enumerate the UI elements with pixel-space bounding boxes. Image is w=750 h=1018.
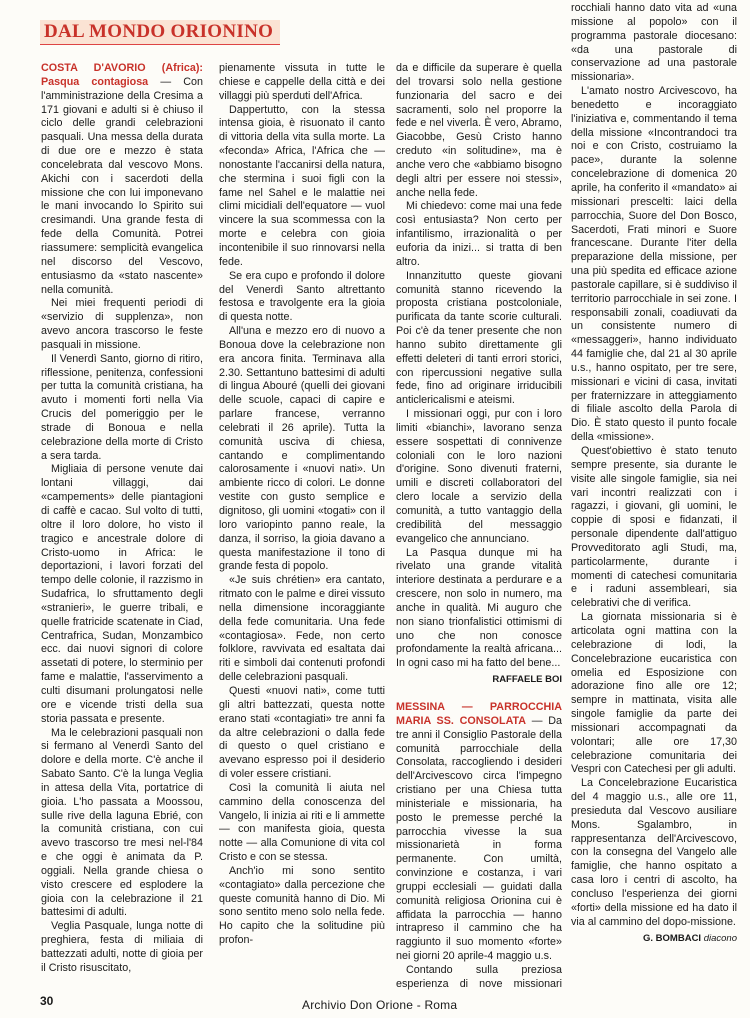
paragraph-text: I missionari oggi, pur con i loro limiti «bianchi», lavorano senza essere sospettati di connivenze coloniali con le loro nazioni d'origine. Sono divenuti fraterni, umili e discreti collaboratori del clero locale a servizio della comunità, a tutto vantaggio della credibilità del messaggio evangelico che annunciano.	[396, 408, 562, 545]
paragraph-text: Contando sulla preziosa esperienza di nove missionari	[396, 964, 562, 990]
paragraph-text: Anch'io mi sono sentito «contagiato» dalla percezione che queste comunità hanno di Dio. Mi sono sentito meno solo nella fede. Ho capito che la solitudine più profon-	[219, 864, 385, 947]
article-paragraph	[571, 85, 737, 445]
article-paragraph	[396, 62, 562, 200]
paragraph-text: L'amato nostro Arcivescovo, ha benedetto e incoraggiato l'iniziativa e, commentando il tema della missione «Incontrandoci tra noi e con Cristo, costruiamo la pace», durante la solenne concelebrazione di domenica 20 aprile, ha conferito il «mandato» ai missionari prescelti: laici della parrocchia, Suore del Don Bosco, Sacerdoti, Frati minori e Suore francescane. Durante l'iter della preparazione della missione, per una più spedita ed efficace azione pastorale capillare, si è suddiviso il territorio parrocchiale in sei zone. I responsabili zonali, coadiuvati da un consistente numero di «messaggeri», hanno individuato 44 famiglie che, dal 21 al 30 aprile u.s., hanno ospitato, per tre sere, missionari e vicini di casa, invitati per fraternizzare in atteggiamento di filiale ascolto della Parola di Dio. È stato questo il punto focale della «missione».	[571, 85, 737, 444]
article-paragraph	[396, 408, 562, 546]
section-title: DAL MONDO ORIONINO	[44, 21, 274, 42]
article-signature	[396, 673, 562, 687]
signature-role: diacono	[703, 932, 737, 944]
paragraph-text: pienamente vissuta in tutte le chiese e cappelle della città e dei villaggi più sperduti dell'Africa.	[219, 62, 385, 102]
paragraph-text: Se era cupo e profondo il dolore del Venerdì Santo altrettanto festosa e travolgente era la gioia di questa notte.	[219, 269, 385, 324]
column-4	[571, 2, 737, 992]
article-paragraph	[41, 727, 203, 921]
article-paragraph	[219, 685, 385, 782]
article-paragraph	[571, 2, 737, 85]
article-lead-paragraph	[396, 701, 562, 964]
article-paragraph	[41, 920, 203, 975]
paragraph-text: — Con l'amministrazione della Cresima a 171 giovani e adulti si è chiuso il ciclo delle grandi celebrazioni pasquali. Una messa della durata di due ore e mezzo è stata concelebrata dal vescovo Mons. Akichi con i sacerdoti della missione che con lui imponevano le mani invocando lo Spirito sui cresimandi. Una grande festa di fede della Comunità. Potrei riassumere: semplicità evangelica nel discorso del Vescovo, entusiasmo da «stato nascente» nella comunità.	[41, 75, 203, 296]
article-kicker: COSTA D'AVORIO (Africa): Pasqua contagiosa	[41, 62, 203, 88]
article-paragraph	[396, 270, 562, 408]
article-paragraph	[396, 547, 562, 672]
article-paragraph	[41, 297, 203, 352]
article-paragraph	[41, 353, 203, 464]
paragraph-text: Dappertutto, con la stessa intensa gioia, è risuonato il canto di vittoria della vita sulla morte. La «feconda» Africa, l'Africa che — nonostante l'accanirsi della natura, che stermina i suoi figli con la fame nel Sahel e le malattie nei climi micidiali dell'equatore — vuol vincere la sua scommessa con la morte e celebra con gioia incontenibile il suo rinnovarsi nella fede.	[219, 103, 385, 268]
signature-name: RAFFAELE BOI	[492, 674, 562, 686]
paragraph-text: La giornata missionaria si è articolata ogni mattina con la celebrazione di lodi, la Concelebrazione eucaristica con omelia ed Esposizione con adorazione fino alle ore 12; sempre in mattinata, visita alle singole famiglie da parte dei missionari accompagnati da volontari; alle ore 17,30 celebrazione comunitaria dei Vespri con Catechesi per gli adulti.	[571, 611, 737, 776]
signature-name: G. BOMBACI	[643, 932, 702, 944]
paragraph-text: Veglia Pasquale, lunga notte di preghiera, festa di miliaia di battezzati adulti, notte di gioia per il Cristo risuscitato,	[41, 920, 203, 974]
paragraph-text: «Je suis chrétien» era cantato, ritmato con le palme e direi vissuto nella dimensione incoraggiante della fede comunitaria. Una fede «contagiosa». Fede, non certo folklore, ravvivata ed esaltata dai riti e simboli dai contenuti profondi delle celebrazioni pasquali.	[219, 574, 385, 684]
paragraph-text: Il Venerdì Santo, giorno di ritiro, riflessione, penitenza, confessioni per tutta la comunità cristiana, ha avuto i momenti forti nella Via Crucis del pomeriggio per le strade di Bonoua e nella celebrazione della morte di Cristo a sera tarda.	[41, 352, 203, 462]
article-paragraph	[219, 782, 385, 865]
article-kicker: MESSINA — PARROCCHIA MARIA SS. CONSOLATA	[396, 700, 562, 727]
article-paragraph	[219, 574, 385, 685]
article-paragraph	[571, 777, 737, 929]
paragraph-text: Ma le celebrazioni pasquali non si fermano al Venerdì Santo del dolore e della morte. C'è anche il Sabato Santo. C'è la lunga Veglia in attesa della Vita, portatrice di gioia. L'ho passata a Moossou, sulle rive della laguna Ebrié, con la comunità cristiana, con cui avevo trascorso tre mesi nel-l'84 e che oggi è animata da P. oggiali. Nella grande chiesa o visto crescere ed esplodere la gioia con la celebrazione il 21 battesimi di adulti.	[41, 726, 203, 919]
article-paragraph	[219, 270, 385, 325]
article-paragraph	[571, 445, 737, 611]
paragraph-text: Nei miei frequenti periodi di «servizio di supplenza», non avevo ancora trascorso le feste pasquali in missione.	[41, 297, 203, 351]
paragraph-text: Questi «nuovi nati», come tutti gli altri battezzati, questa notte erano stati «contagiati» tre anni fa da altre celebrazioni o dalla fede di questo o quel cristiano e avevano espresso poi il desiderio di voler essere cristiani.	[219, 684, 385, 781]
article-paragraph	[396, 200, 562, 269]
paragraph-text: Così la comunità li aiuta nel cammino della conoscenza del Vangelo, li inizia ai riti e li ammette — con manifesta gioia, questa notte — alla Comunione di vita col Cristo e con se stessa.	[219, 781, 385, 864]
article-paragraph	[219, 62, 385, 104]
paragraph-text: Quest'obiettivo è stato tenuto sempre presente, sia durante le visite alle singole famiglie, sia nei vari incontri realizzati con i ragazzi, i giovani, gli uomini, le coppie di sposi e fidanzati, il personale dipendente dall'attiguo Provveditorato agli Studi, ma, particolarmente, durante i momenti di catechesi comunitaria e i raduni assembleari, sia celebrativi che di verifica.	[571, 445, 737, 610]
article-paragraph	[219, 104, 385, 270]
article-lead-paragraph	[41, 62, 203, 297]
article-paragraph	[219, 865, 385, 948]
column-3	[396, 62, 562, 992]
paragraph-text: La Concelebrazione Eucaristica del 4 maggio u.s., alle ore 11, presieduta dal Vescovo ausiliare Mons. Sgalambro, in rappresentanza dell'Arcivescovo, con la consegna del Vangelo alle famiglie, che hanno ospitato a casa loro i centri di ascolto, ha concluso l'esperienza dei giorni «forti» della missione ed ha dato il via al cammino del dopo-missione.	[571, 777, 737, 928]
column-1	[41, 62, 203, 992]
article-paragraph	[396, 964, 562, 992]
paragraph-text: rocchiali hanno dato vita ad «una missione al popolo» con il programma pastorale diocesano: «da una pastorale di conservazione ad una pastorale missionaria».	[571, 2, 737, 84]
column-2	[219, 62, 385, 992]
paragraph-text: da e difficile da superare è quella del trovarsi solo nella gestione funzionaria del sacro e dei sacramenti, solo nel proporre la fede e nel viverla. È vero, Abramo, Giacobbe, Gesù Cristo hanno creduto «in solitudine», ma è anche vero che «abbiamo bisogno degli altri per essere noi stessi», anche nella fede.	[396, 62, 562, 199]
paragraph-text: Innanzitutto queste giovani comunità stanno ricevendo la proposta cristiana postcoloniale, purificata da tante scorie culturali. Poi c'è da tener presente che non hanno subito direttamente gli effetti deleteri di tanti errori storici, con ripercussioni negative sulla fede, fino ad originare irriducibili anticlericalismi e ateismi.	[396, 269, 562, 407]
article-paragraph	[219, 325, 385, 574]
paragraph-text: — Da tre anni il Consiglio Pastorale della comunità parrocchiale della Consolata, raccogliendo i desideri dell'Arcivescovo circa l'impegno cristiano per una Chiesa tutta ministeriale e missionaria, ha posto le premesse perché la parrocchia vivesse la sua missionarietà in forma permanente. Con umiltà, convinzione e costanza, i vari gruppi ecclesiali — guidati dalla comunità religiosa Orionina cui è affidata la parrocchia — hanno intrapreso il cammino che ha raggiunto il suo momento «forte» nei giorni 20 aprile-4 maggio u.s.	[396, 714, 562, 963]
paragraph-text: All'una e mezzo ero di nuovo a Bonoua dove la celebrazione non era ancora finita. Terminava alla 2.30. Settantuno battesimi di adulti di lingua Abouré (quelli dei giovani delle scuole, capaci di capire e parlare francese, verranno celebrati il 26 aprile). Tutta la comunità usciva di chiesa, cantando e complimentando calorosamente i «nuovi nati». Un ambiente ricco di colori. Le donne vestite con gusto semplice e dignitoso, gli uomini «togati» con il loro variopinto panno reale, la danza, il sorriso, la gioia davano a questa manifestazione il tono di grande festa di popolo.	[219, 325, 385, 573]
paragraph-text: La Pasqua dunque mi ha rivelato una grande vitalità interiore destinata a perdurare e a crescere, non solo in numero, ma anche in qualità. Mi auguro che non siano trionfalistici ottimismi di uno che non conosce profondamente la realtà africana... In ogni caso mi ha fatto del bene...	[396, 546, 562, 670]
article-separator	[396, 687, 562, 701]
paragraph-text: Mi chiedevo: come mai una fede così entusiasta? Non certo per infantilismo, irrazionalità o per euforia da inizi... si tratta di ben altro.	[396, 200, 562, 268]
paragraph-text: Migliaia di persone venute dai lontani villaggi, dai «campements» delle piantagioni di caffè e cacao. Sul volto di tutti, oltre il loro dolore, ho visto il tragico e ancestrale dolore di Cristo-uomo in Africa: le deportazioni, i lavori forzati del tempo delle colonie, il razzismo in Sudafrica, lo sfruttamento degli «stranieri», le guerre tribali, e quelle fratricide scatenate in Ciad, Centrafrica, Sudan, Monzambico ecc. dai nuovi signori di colore assetati di potere, lo sterminio per fame e malattie, l'asservimento a culti disumani prolungatosi nelle ore e vicende tristi della sua storia passata e presente.	[41, 463, 203, 725]
section-header	[40, 20, 280, 45]
article-signature	[571, 932, 737, 946]
archive-credit: Archivio Don Orione - Roma	[302, 998, 458, 1012]
article-paragraph	[571, 611, 737, 777]
page-number: 30	[40, 994, 54, 1008]
article-paragraph	[41, 463, 203, 726]
